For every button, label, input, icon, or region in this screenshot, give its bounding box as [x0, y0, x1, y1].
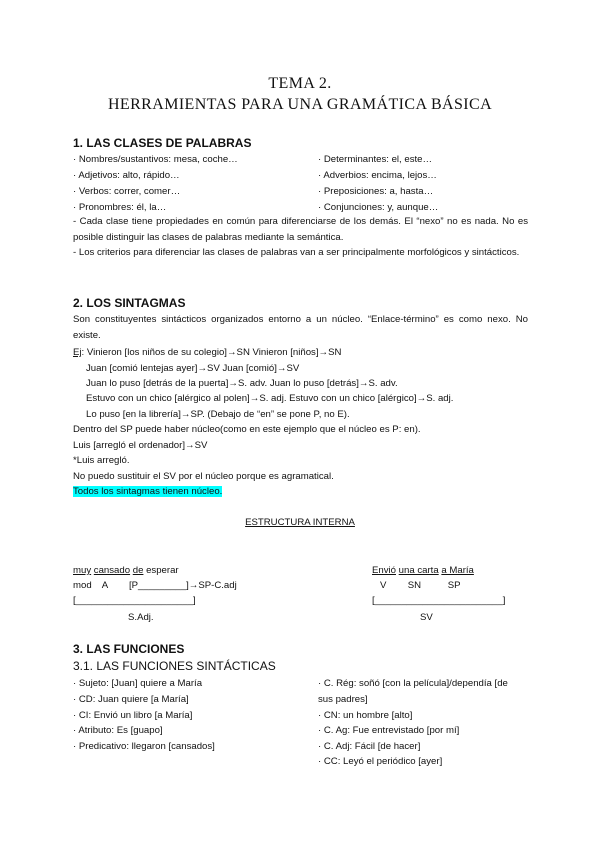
title-line-2: HERRAMIENTAS PARA UNA GRAMÁTICA BÁSICA [107, 96, 493, 113]
class-item: · Nombres/sustantivos: mesa, coche… [73, 154, 238, 165]
text-line: Dentro del SP puede haber núcleo(como en este ejemplo que el núcleo es P: en). [73, 424, 421, 435]
phrase-right-bracket: [________________________] [372, 595, 506, 606]
word: a María [441, 565, 474, 576]
example-line [73, 347, 341, 359]
ej-text: : Vinieron [los niños de su colegio]→SN Vinieron [niños]→SN [81, 347, 342, 358]
function-item: · C. Adj: Fácil [de hacer] [318, 741, 421, 752]
section-1-heading: 1. LAS CLASES DE PALABRAS [73, 136, 252, 150]
highlighted-text [73, 486, 222, 498]
word: cansado [93, 565, 131, 576]
word: muy [73, 565, 92, 576]
function-item: · CI: Envió un libro [a María] [73, 710, 193, 721]
example-line: Estuvo con un chico [alérgico al polen]→S. adj. Estuvo con un chico [alérgico]→S. adj. [86, 393, 454, 404]
function-item: · C. Ag: Fue entrevistado [por mí] [318, 725, 460, 736]
word: Envió [372, 565, 396, 576]
function-item: sus padres] [318, 694, 368, 705]
phrase-left-tags: mod A [P_________]→SP-C.adj [73, 580, 237, 591]
phrase-left-bracket: [______________________] [73, 595, 196, 606]
phrase-right-tags: V SN SP [380, 580, 461, 591]
text-line: No puedo sustituir el SV por el núcleo porque es agramatical. [73, 471, 334, 482]
text-line: Luis [arregló el ordenador]→SV [73, 440, 208, 451]
estructura-heading: ESTRUCTURA INTERNA [245, 517, 355, 528]
section-1-note-2: - Los criterios para diferenciar las clases de palabras van a ser principalmente morfológicos y sintácticos. [73, 247, 520, 258]
ej-label: Ej [73, 347, 82, 358]
section-3-subheading: 3.1. LAS FUNCIONES SINTÁCTICAS [73, 659, 276, 673]
class-item: · Pronombres: él, la… [73, 202, 167, 213]
function-item: · C. Rég: soñó [con la película]/dependía [de [318, 678, 508, 689]
highlight: Todos los sintagmas tienen núcleo. [73, 486, 223, 497]
class-item: · Preposiciones: a, hasta… [318, 186, 434, 197]
function-item: · CC: Leyó el periódico [ayer] [318, 756, 443, 767]
section-2-heading: 2. LOS SINTAGMAS [73, 296, 186, 310]
example-line: Juan [comió lentejas ayer]→SV Juan [comió]→SV [86, 363, 300, 374]
class-item: · Adverbios: encima, lejos… [318, 170, 437, 181]
function-item: · Atributo: Es [guapo] [73, 725, 163, 736]
title-line-1: TEMA 2. [268, 75, 332, 92]
class-item: · Adjetivos: alto, rápido… [73, 170, 180, 181]
example-line: Juan lo puso [detrás de la puerta]→S. adv. Juan lo puso [detrás]→S. adv. [86, 378, 398, 389]
phrase-left-words [73, 565, 179, 577]
section-3-heading: 3. LAS FUNCIONES [73, 642, 185, 656]
section-1-note-1: - Cada clase tiene propiedades en común para diferenciarse de los demás. El “nexo” no es nada. No es posible distinguir las clases de palabras mediante la semántica. [73, 216, 528, 243]
text-line: *Luis arregló. [73, 455, 130, 466]
section-2-intro: Son constituyentes sintácticos organizados entorno a un núcleo. “Enlace-término” es como nexo. No existe. [73, 314, 528, 341]
phrase-right-label: SV [420, 612, 433, 623]
class-item: · Determinantes: el, este… [318, 154, 433, 165]
example-line: Lo puso [en la librería]→SP. (Debajo de “en” se pone P, no E). [86, 409, 350, 420]
word: de [132, 565, 144, 576]
function-item: · Sujeto: [Juan] quiere a María [73, 678, 203, 689]
class-item: · Verbos: correr, comer… [73, 186, 181, 197]
phrase-left-label: S.Adj. [128, 612, 154, 623]
phrase-right-words [372, 565, 474, 577]
function-item: · CD: Juan quiere [a María] [73, 694, 189, 705]
function-item: · CN: un hombre [alto] [318, 710, 413, 721]
class-item: · Conjunciones: y, aunque… [318, 202, 439, 213]
word: una carta [398, 565, 439, 576]
word: esperar [146, 565, 179, 576]
function-item: · Predicativo: llegaron [cansados] [73, 741, 215, 752]
